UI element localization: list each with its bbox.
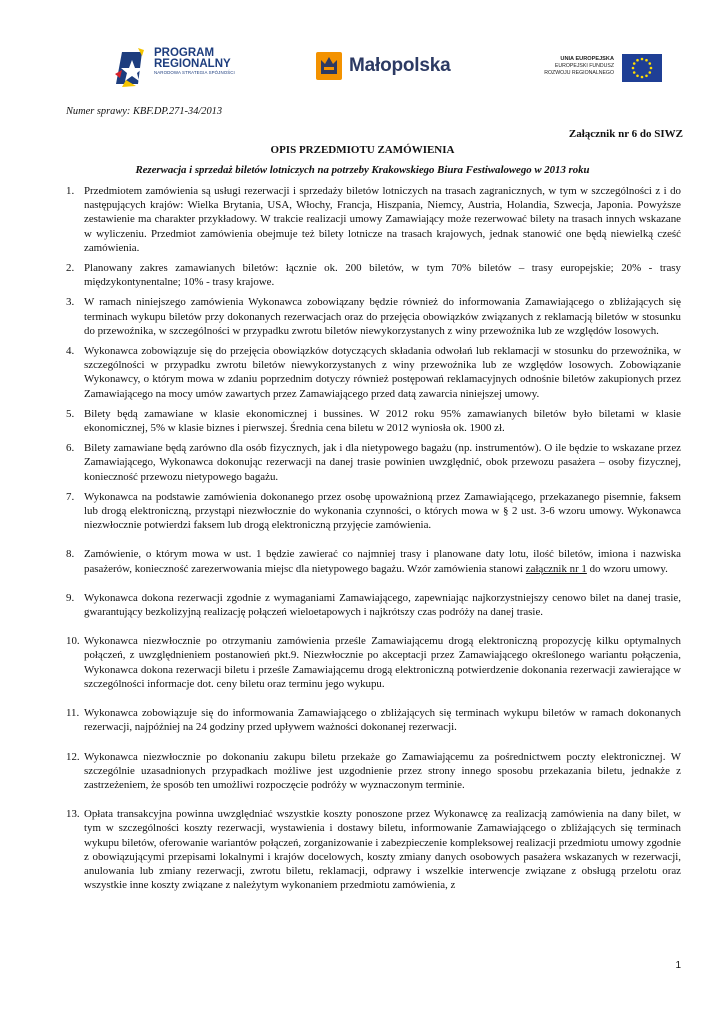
header-logos [0,40,725,88]
eu-line1: UNIA EUROPEJSKA [560,56,614,62]
item-text: Planowany zakres zamawianych biletów: łącznie ok. 200 biletów, w tym 70% biletów – trasy europejskie; 20% - trasy międzykontynentalne; 10% - trasy krajowe. [84,262,681,289]
item-number: 11. [66,707,80,720]
item-text: W ramach niniejszego zamówienia Wykonawca zobowiązany będzie również do informowania Zamawiającego o zbliżających się terminach wykupu biletów przy dokonanych rezerwacjach oraz do przejęcia obowiązków związanych z reklamacją biletów w stosunku do przewoźnika, w szczególności w przypadku zwrotu biletów niewykorzystanych z winy przewoźnika lub ze względów losowych. [84,296,681,337]
eu-logo-text [534,56,614,77]
program-line3: NARODOWA STRATEGIA SPÓJNOŚCI [154,70,235,75]
list-item [66,750,681,793]
item-number: 9. [66,591,75,604]
program-regionalny-logo [112,46,252,88]
item-text: Wykonawca zobowiązuje się do przejęcia obowiązków dotyczących składania odwołań lub reklamacji w stosunku do przewoźnika, w szczególności w przypadku zwrotu biletów niewykorzystanych z winy przewoźnika lub ze względów losowych. Zobowiązanie Wykonawcy, o którym mowa w zdaniu poprzednim dotyczy również postępowań reklamacyjnych odnośnie biletów zakupionych przez Zamawiającego na mocy umów zawartych przez Zamawiającego przed datą zawarcia niniejszej umowy. [84,345,681,400]
list-item [66,261,681,289]
list-item [66,547,681,575]
list-item [66,344,681,401]
item-text: Opłata transakcyjna powinna uwzględniać wszystkie koszty ponoszone przez Wykonawcę za realizacją zamówienia na dany bilet, w tym w szczególności koszty rezerwacji, wystawienia i dostawy biletu, informowanie Zamawiającego o zbliżających się terminach wykupu biletów, oferowanie wariantów połączeń, zorganizowanie i zabezpieczenie kompleksowej realizacji przedmiotu umowy zgodnie z obowiązującymi przepisami lokalnymi i krajów docelowych, koszty zmiany danych osobowych pasażera wskazanych w rezerwacji, anulowania lub zmiany rezerwacji, zwrotu biletu, reklamacji, odprawy i wszelkie interwencje związane z obsługą przelotu oraz wszystkie inne koszty związane z należytym wykonaniem przedmiotu zamówienia, z [84,808,681,892]
annex-link[interactable]: załącznik nr 1 [525,562,587,575]
item-number: 13. [66,808,80,821]
eu-line3: ROZWOJU REGIONALNEGO [544,70,614,76]
page-number: 1 [675,960,681,971]
item-text: Wykonawca zobowiązuje się do informowania Zamawiającego o zbliżających się terminach wykupu biletów w ramach dokonanych rezerwacji, najpóźniej na 24 godziny przed upływem ważności dokonanej rezerwacji. [84,707,681,734]
annex-label: Załącznik nr 6 do SIWZ [568,128,683,140]
document-subtitle: Rezerwacja i sprzedaż biletów lotniczych na potrzeby Krakowskiego Biura Festiwalowego w 2013 roku [135,164,590,176]
item-number: 7. [66,490,75,503]
item-number: 12. [66,750,80,763]
item-number: 2. [66,262,75,275]
item-text: Wykonawca niezwłocznie po otrzymaniu zamówienia prześle Zamawiającemu drogą elektroniczną propozycję kilku optymalnych połączeń, z uwzględnieniem postanowień pkt.9. Niezwłocznie po akceptacji przez Zamawiającego określonego wariantu połączenia, Wykonawca dokona rezerwacji biletu i prześle Zamawiającemu drogą elektroniczną potwierdzenie dokonania rezerwacji zawierające w szczególności informacje dot. ceny biletu oraz terminu jego wykupu. [84,635,681,690]
item-number: 10. [66,635,80,648]
list-item [66,441,681,484]
program-logo-text [154,48,235,76]
malopolska-logo [316,52,456,82]
item-text: Zamówienie, o którym mowa w ust. 1 będzie zawierać co najmniej trasy i planowane daty lotu, ilość biletów, imiona i nazwiska pasażerów, konieczność zarezerwowania miejsc dla nietypowego bagażu. Wzór zamówienia stanowi [84,548,681,575]
item-number: 3. [66,296,75,309]
item-text: Bilety zamawiane będą zarówno dla osób fizycznych, jak i dla nietypowego bagażu (np. instrumentów). O ile będzie to wskazane przez Zamawiającego, Wykonawca dokonując rezerwacji na danej trasie powinien uwzględnić, obok przewozu pasażera – osoby fizycznej, konieczność przewozu nietypowego bagażu. [84,442,681,483]
item-number: 1. [66,185,75,197]
item-number: 5. [66,407,75,420]
item-text-after: do wzoru umowy. [586,562,668,575]
list-item [66,407,681,435]
program-star-icon [112,46,152,88]
malopolska-logo-text: Małopolska [349,55,451,76]
item-text: Przedmiotem zamówienia są usługi rezerwacji i sprzedaży biletów lotniczych na trasach zagranicznych, w tym w szczególności z i do następujących krajów: Wielka Brytania, USA, Włochy, Francja, Hiszpania, Niemcy, Austria, Holandia, Szwecja, Japonia. Powyższe zestawienie ma charakter przykładowy. W trakcie realizacji umowy Zamawiający może rezerwować bilety na trasach innych wskazane w wyliczeniu. Przedmiot zamówienia obejmuje też bilety lotnicze na trasach krajowych, jednak stanowić one będą niewielką cześć zamówienia. [84,185,681,254]
document-title: OPIS PRZEDMIOTU ZAMÓWIENIA [270,144,455,156]
program-line2: REGIONALNY [154,58,231,70]
eu-line2: EUROPEJSKI FUNDUSZ [554,63,614,69]
list-item [66,490,681,533]
list-item [66,184,681,255]
malopolska-crown-icon [316,52,342,80]
item-text: Bilety będą zamawiane w klasie ekonomicznej i bussines. W 2012 roku 95% zamawianych biletów było biletami w klasie ekonomicznej, 5% w klasie biznes i pierwszej. Średnia cena biletu w 2012 wyniosła ok. 1900 zł. [84,407,681,435]
requirements-list [66,184,681,898]
list-item [66,295,681,338]
list-item [66,706,681,734]
item-number: 6. [66,442,75,455]
case-number: Numer sprawy: KBF.DP.271-34/2013 [66,106,223,117]
list-item [66,634,681,691]
list-item [66,591,681,619]
item-number: 8. [66,548,75,561]
item-number: 4. [66,345,75,358]
list-item [66,807,681,892]
item-text: Wykonawca niezwłocznie po dokonaniu zakupu biletu przekaże go Zamawiającemu za pośrednictwem poczty elektronicznej. W szczególnie uzasadnionych przypadkach możliwe jest uzgodnienie przez strony innego sposobu przekazania biletu, jednakże z zastrzeżeniem, że sposób ten umożliwi rozpoczęcie podróży w wyznaczonym terminie. [84,750,681,791]
program-line1: PROGRAM [154,47,215,59]
item-text: Wykonawca na podstawie zamówienia dokonanego przez osobę upoważnioną przez Zamawiającego, przekazanego pisemnie, faksem lub drogą elektroniczną, przystąpi niezwłocznie do wykonania czynności, o których mowa w § 2 ust. 3-6 wzoru umowy. Wykonawca niezwłocznie potwierdzi faksem lub drogą elektroniczną przyjęcie zamówienia. [84,490,681,532]
eu-logo [534,54,664,88]
item-text: Wykonawca dokona rezerwacji zgodnie z wymaganiami Zamawiającego, zapewniając najkorzystniejszy cenowo bilet na danej trasie, gwarantujący bezkolizyjną realizację połączeń wieloetapowych i najkrótszy czas podróży na danej trasie. [84,591,681,619]
eu-flag-icon [622,54,662,82]
